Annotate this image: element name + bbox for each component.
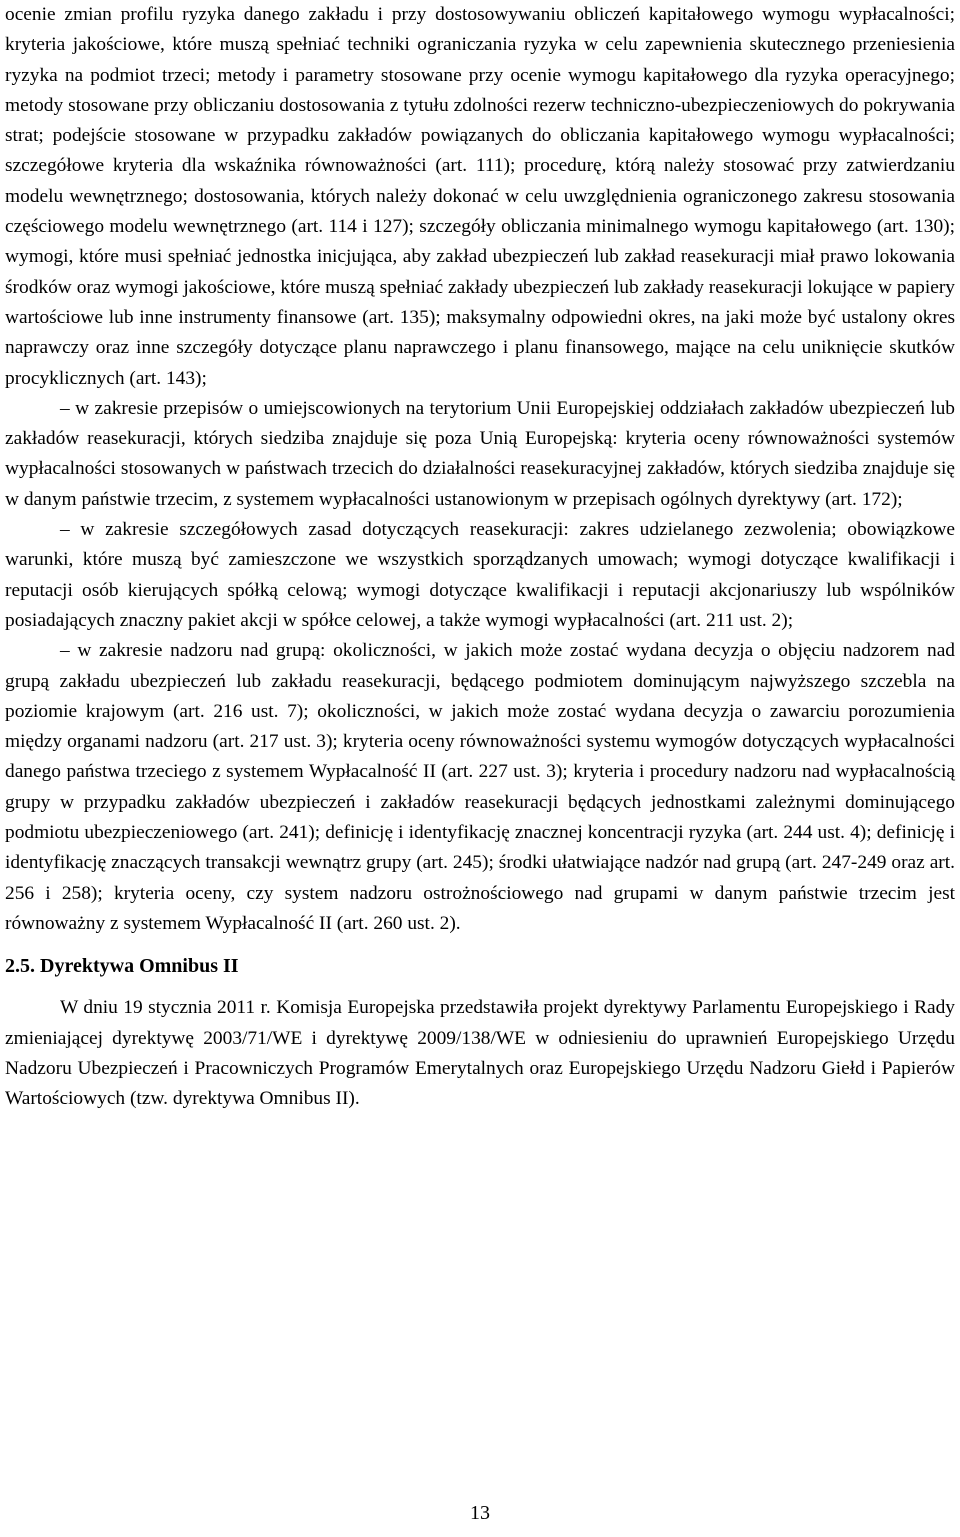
paragraph-reinsurance-rules: – w zakresie szczegółowych zasad dotyczących reasekuracji: zakres udzielanego zezwolenia; obowiązkowe warunki, które muszą być zamieszczone we wszystkich sporządzanych umowach; wymogi dotyczące kwalifikacji i reputacji osób kierujących spółką celową; wymogi dotyczące kwalifikacji i reputacji akcjonariuszy lub wspólników posiadających znaczny pakiet akcji w spółce celowej, a także wymogi wypłacalności (art. 211 ust. 2);	[5, 519, 955, 631]
paragraph-continuation: ocenie zmian profilu ryzyka danego zakładu i przy dostosowywaniu obliczeń kapitałowego wymogu wypłacalności; kryteria jakościowe, które muszą spełniać techniki ograniczania ryzyka w celu zapewnienia skutecznego przeniesienia ryzyka na podmiot trzeci; metody i parametry stosowane przy ocenie wymogu kapitałowego dla ryzyka operacyjnego; metody stosowane przy obliczaniu dostosowania z tytułu zdolności rezerw techniczno-ubezpieczeniowych do pokrywania strat; podejście stosowane w przypadku zakładów powiązanych do obliczania kapitałowego wymogu wypłacalności; szczegółowe kryteria dla wskaźnika równoważności (art. 111); procedurę, którą należy stosować przy zatwierdzaniu modelu wewnętrznego; dostosowania, których należy dokonać w celu uwzględnienia ograniczonego zakresu stosowania częściowego modelu wewnętrznego (art. 114 i 127); szczegóły obliczania minimalnego wymogu kapitałowego (art. 130); wymogi, które musi spełniać jednostka inicjująca, aby zakład ubezpieczeń lub zakład reasekuracji miał prawo lokowania środków oraz wymogi jakościowe, które muszą spełniać zakłady ubezpieczeń lub zakłady reasekuracji lokujące w papiery wartościowe lub inne instrumenty finansowe (art. 135); maksymalny odpowiedni okres, na jaki może być ustalony okres naprawczy oraz inne szczegóły dotyczące planu naprawczego i planu finansowego, mające na celu uniknięcie skutków procyklicznych (art. 143);	[5, 4, 955, 389]
page-number: 13	[470, 1502, 490, 1524]
paragraph-branches-third-countries: – w zakresie przepisów o umiejscowionych na terytorium Unii Europejskiej oddziałach zakładów ubezpieczeń lub zakładów reasekuracji, których siedziba znajduje się poza Unią Europejską: kryteria oceny równoważności systemów wypłacalności stosowanych w państwach trzecich do działalności reasekuracyjnej zakładów, których siedziba znajduje się w danym państwie trzecim, z systemem wypłacalności ustanowionym w przepisach ogólnych dyrektywy (art. 172);	[5, 397, 955, 510]
document-page	[5, 0, 955, 1114]
section-heading: 2.5. Dyrektywa Omnibus II	[5, 955, 239, 978]
paragraph-group-supervision: – w zakresie nadzoru nad grupą: okoliczności, w jakich może zostać wydana decyzja o objęciu nadzorem nad grupą zakładu ubezpieczeń lub zakładu reasekuracji, będącego podmiotem dominującym najwyższego szczebla na poziomie krajowym (art. 216 ust. 7); okoliczności, w jakich może zostać wydana decyzja o zawarciu porozumienia między organami nadzoru (art. 217 ust. 3); kryteria oceny równoważności systemu wymogów dotyczących wypłacalności danego państwa trzeciego z systemem Wypłacalność II (art. 227 ust. 3); kryteria i procedury nadzoru nad wypłacalnością grupy w przypadku zakładów ubezpieczeń i zakładów reasekuracji będących jednostkami zależnymi dominującego podmiotu ubezpieczeniowego (art. 241); definicję i identyfikację znacznej koncentracji ryzyka (art. 244 ust. 4); definicję i identyfikację znaczących transakcji wewnątrz grupy (art. 245); środki ułatwiające nadzór nad grupą (art. 247-249 oraz art. 256 i 258); kryteria oceny, czy system nadzoru ostrożnościowego nad grupami w danym państwie trzecim jest równoważny z systemem Wypłacalność II (art. 260 ust. 2).	[5, 640, 955, 934]
paragraph-omnibus: W dniu 19 stycznia 2011 r. Komisja Europejska przedstawiła projekt dyrektywy Parlamentu Europejskiego i Rady zmieniającej dyrektywę 2003/71/WE i dyrektywę 2009/138/WE w odniesieniu do uprawnień Europejskiego Urzędu Nadzoru Ubezpieczeń i Pracowniczych Programów Emerytalnych oraz Europejskiego Urzędu Nadzoru Giełd i Papierów Wartościowych (tzw. dyrektywa Omnibus II).	[5, 997, 955, 1110]
